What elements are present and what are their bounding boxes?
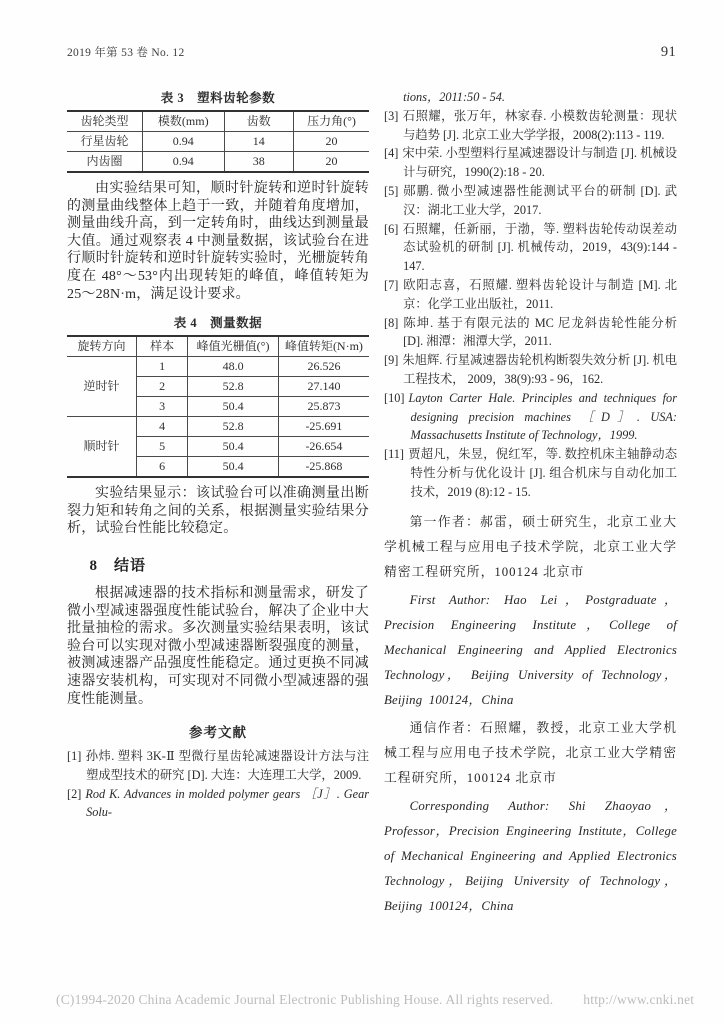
table3-col-header: 模数(mm) — [143, 112, 225, 132]
reference-continuation: tions，2011:50 - 54. — [403, 90, 505, 104]
table4-header-row — [67, 337, 369, 357]
reference-item — [384, 220, 677, 276]
table4-col-header: 峰值光栅值(°) — [188, 337, 279, 357]
cnki-url: http://www.cnki.net — [583, 992, 695, 1007]
body-paragraph-conclusion: 根据减速器的技术指标和测量需求，研发了微小型减速器强度性能试验台，解决了企业中大批量抽检的需求。多次测量实验结果表明，该试验台可以实现对微小型减速器断裂强度的测量，被测减速器产品强度性能稳定。通过更换不同减速器安装机构，可实现对不同微小型减速器的强度性能测量。 — [67, 585, 369, 707]
reference-item — [384, 276, 677, 314]
reference-label: [4] — [384, 146, 399, 161]
table3-col-header: 压力角(°) — [293, 112, 369, 132]
corresponding-author-info-en: Corresponding Author: Shi Zhaoyao，Professor，Precision Engineering Institute，College of Mechanical Engineering and Applied Electronics Technology，Beijing University of Technology，Beijing 100124，China — [384, 798, 677, 913]
table3-cell: 20 — [293, 152, 369, 172]
table4-cell: 25.873 — [278, 397, 369, 417]
page-number: 91 — [660, 44, 676, 60]
reference-item — [384, 144, 677, 182]
table-row — [67, 152, 369, 172]
table4-cell: 4 — [136, 417, 187, 437]
table3-col-header: 齿轮类型 — [67, 112, 143, 132]
table4-cell: 2 — [136, 377, 187, 397]
table4-cell: 27.140 — [278, 377, 369, 397]
reference-text: 石照耀，任新丽，于渤，等. 塑料齿轮传动误差动态试验机的研制 [J]. 机械传动，2019，43(9):144 - 147. — [402, 221, 677, 274]
first-author-info-cn: 第一作者：郝雷，硕士研究生，北京工业大学机械工程与应用电子技术学院，北京工业大学精密工程研究所，100124 北京市 — [384, 514, 677, 579]
first-author-info-en: First Author: Hao Lei，Postgraduate， Precision Engineering Institute，College of Mechanical Engineering and Applied Electronics Technology， Beijing University of Technology， Beijing 100124，China — [384, 592, 677, 707]
right-column — [384, 88, 677, 919]
journal-issue-info: 2019 年第 53 卷 No. 12 — [67, 47, 185, 59]
table3-cell: 38 — [224, 152, 293, 172]
table3-cell: 行星齿轮 — [67, 132, 143, 152]
table3-cell: 0.94 — [143, 152, 225, 172]
reference-label: [7] — [384, 277, 399, 292]
reference-label: [1] — [67, 749, 82, 764]
reference-item — [67, 785, 369, 823]
table4-cell: 3 — [136, 397, 187, 417]
table4-col-header: 样本 — [136, 337, 187, 357]
reference-label: [5] — [384, 183, 399, 198]
reference-label: [3] — [384, 108, 399, 123]
reference-label: [10] — [384, 390, 405, 405]
table4 — [67, 335, 369, 478]
table-row — [67, 357, 369, 377]
reference-label: [11] — [384, 447, 405, 462]
table4-direction-cell: 顺时针 — [67, 417, 136, 477]
table4-cell: 50.4 — [188, 457, 279, 477]
reference-item — [384, 182, 677, 220]
reference-text: 陈坤. 基于有限元法的 MC 尼龙斜齿轮性能分析 [D]. 湘潭：湘潭大学，2011. — [402, 315, 677, 349]
reference-item — [67, 747, 369, 785]
body-paragraph-results: 由实验结果可知，顺时针旋转和逆时针旋转的测量曲线整体上趋于一致，并随着角度增加，测量曲线升高，到一定转角时，曲线达到测量最大值。通过观察表 4 中测量数据，该试验台在进行顺时针旋转和逆时针旋转实验时，光栅旋转角度在 48°～53°内出现转矩的峰值，峰值转矩为 25～28N·m，满足设计要求。 — [67, 181, 369, 302]
reference-item — [384, 107, 677, 145]
reference-item — [384, 351, 677, 389]
reference-text: 孙炜. 塑料 3K-Ⅱ 型微行星齿轮减速器设计方法与注塑成型技术的研究 [D]. 大连：大连理工大学，2009. — [85, 749, 369, 782]
table4-caption: 表 4 测量数据 — [173, 316, 263, 331]
copyright-text: (C)1994-2020 China Academic Journal Electronic Publishing House. All rights reserved. — [56, 992, 554, 1007]
table-row — [67, 417, 369, 437]
table4-cell: 52.8 — [188, 417, 279, 437]
table3-cell: 内齿圈 — [67, 152, 143, 172]
left-column — [67, 88, 369, 822]
reference-label: [6] — [384, 221, 399, 236]
reference-item — [384, 389, 677, 445]
table4-cell: 52.8 — [188, 377, 279, 397]
table3-col-header: 齿数 — [224, 112, 293, 132]
table4-cell: -26.654 — [278, 437, 369, 457]
table-row — [67, 132, 369, 152]
table3-header-row — [67, 112, 369, 132]
reference-text: 郧鹏. 微小型减速器性能测试平台的研制 [D]. 武汉：湖北工业大学，2017. — [402, 183, 677, 217]
references-heading: 参考文献 — [189, 725, 247, 741]
table4-direction-cell: 逆时针 — [67, 357, 136, 417]
reference-text: Rod K. Advances in molded polymer gears ［J］. Gear Solu- — [85, 786, 369, 820]
corresponding-author-info-cn: 通信作者：石照耀，教授，北京工业大学机械工程与应用电子技术学院，北京工业大学精密工程研究所，100124 北京市 — [384, 720, 677, 785]
page-header — [67, 44, 676, 61]
table4-col-header: 峰值转矩(N·m) — [278, 337, 369, 357]
reference-label: [8] — [384, 315, 399, 330]
table3 — [67, 110, 369, 173]
table4-col-header: 旋转方向 — [67, 337, 136, 357]
table3-cell: 20 — [293, 132, 369, 152]
reference-text: Layton Carter Hale. Principles and techniques for designing precision machines ［D］. USA: Massachusetts Institute of Technology，1999. — [408, 390, 677, 443]
cnki-watermark — [56, 992, 694, 1008]
reference-text: 朱旭辉. 行星减速器齿轮机构断裂失效分析 [J]. 机电工程技术， 2009，38(9):93 - 96，162. — [402, 353, 677, 386]
body-paragraph-analysis: 实验结果显示：该试验台可以准确测量出断裂力矩和转角之间的关系，根据测量实验结果分析，试验台性能比较稳定。 — [67, 486, 369, 537]
table4-cell: 50.4 — [188, 437, 279, 457]
table4-cell: 6 — [136, 457, 187, 477]
reference-text: 欧阳志喜，石照耀. 塑料齿轮设计与制造 [M]. 北京：化学工业出版社，2011. — [402, 277, 677, 311]
table3-cell: 14 — [224, 132, 293, 152]
table4-cell: 48.0 — [188, 357, 279, 377]
reference-item — [384, 445, 677, 501]
table4-cell: 1 — [136, 357, 187, 377]
reference-text: 石照耀，张万年，林家春. 小模数齿轮测量：现状与趋势 [J]. 北京工业大学学报，2008(2):113 - 119. — [402, 108, 677, 142]
table4-cell: 26.526 — [278, 357, 369, 377]
reference-text: 贾超凡，朱昱，倪红军，等. 数控机床主轴静动态特性分析与优化设计 [J]. 组合机床与自动化加工技术，2019 (8):12 - 15. — [408, 447, 677, 499]
table4-cell: 50.4 — [188, 397, 279, 417]
reference-label: [9] — [384, 353, 399, 368]
table4-cell: -25.868 — [278, 457, 369, 477]
reference-label: [2] — [67, 786, 82, 801]
table4-cell: 5 — [136, 437, 187, 457]
table3-cell: 0.94 — [143, 132, 225, 152]
table3-caption: 表 3 塑料齿轮参数 — [160, 91, 276, 105]
reference-item — [384, 314, 677, 352]
reference-text: 宋中荣. 小型塑料行星减速器设计与制造 [J]. 机械设计与研究，1990(2):18 - 20. — [402, 146, 677, 180]
section-heading-conclusion: 8 结语 — [89, 557, 147, 574]
table4-cell: -25.691 — [278, 417, 369, 437]
